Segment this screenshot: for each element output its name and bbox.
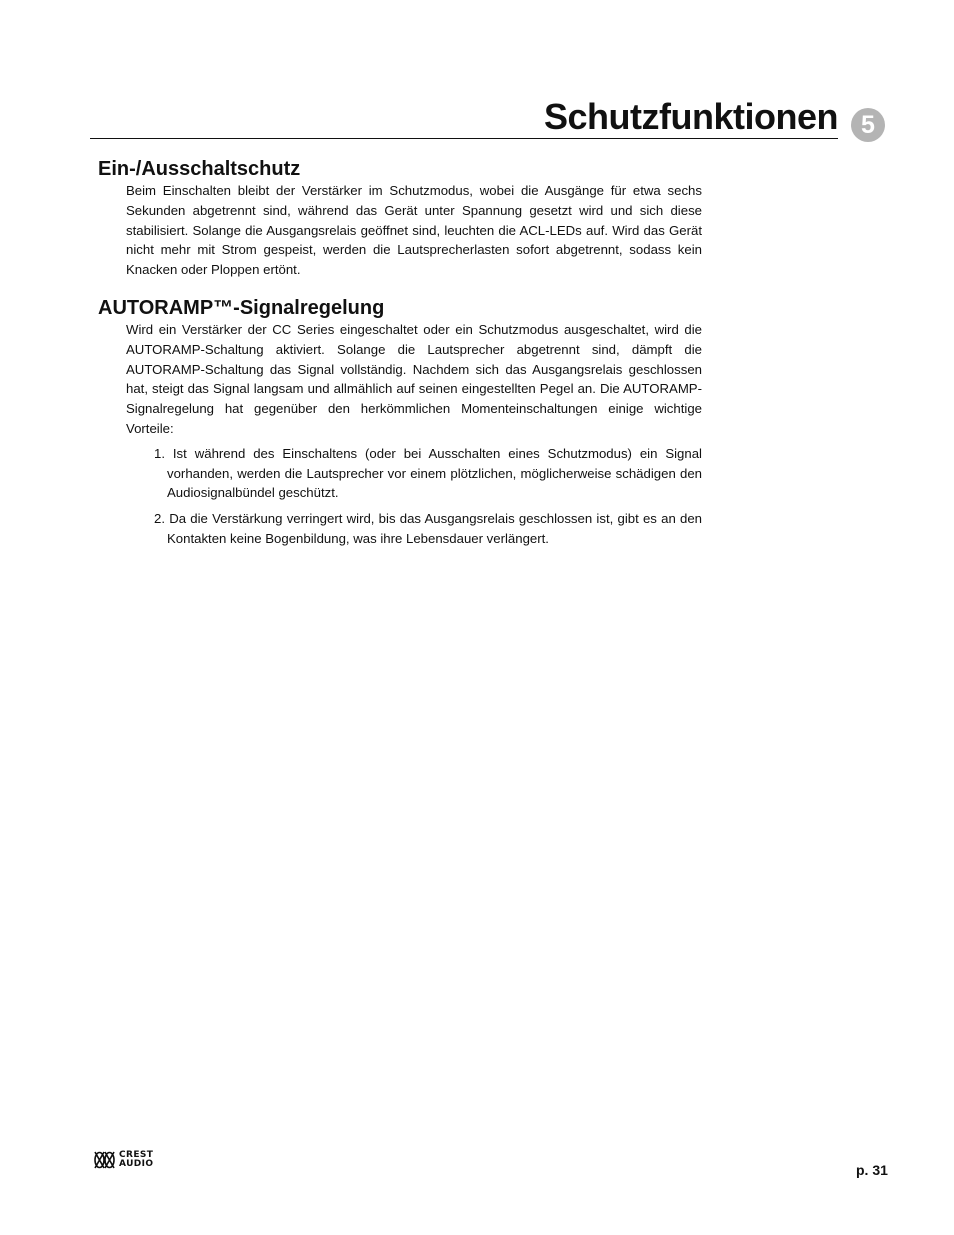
list-item: 1. Ist während des Einschaltens (oder bei Ausschalten eines Schutzmodus) ein Signal vorhanden, werden die Lautsprecher vor einem plötzlichen, möglicherweise schädigen den Audiosignalbündel geschützt. bbox=[154, 445, 702, 501]
section-heading: AUTORAMP™-Signalregelung bbox=[98, 297, 385, 319]
page-header bbox=[90, 96, 838, 139]
section-paragraph: Beim Einschalten bleibt der Verstärker im Schutzmodus, wobei die Ausgänge für etwa sechs Sekunden abgetrennt sind, während das Gerät unter Spannung gesetzt wird und sich diese stabilisiert. Solange die Ausgangsrelais geöffnet sind, leuchten die ACL-LEDs auf. Wird das Gerät nicht mehr mit Strom gespeist, werden die Lautsprecherlasten sofort abgetrennt, sodass kein Knacken oder Ploppen ertönt. bbox=[126, 183, 702, 278]
advantages-list bbox=[154, 444, 702, 549]
page-number: p. 31 bbox=[856, 1162, 888, 1178]
logo-wordmark bbox=[119, 1151, 153, 1169]
crest-double-x-icon bbox=[94, 1151, 116, 1169]
section-paragraph: Wird ein Verstärker der CC Series eingeschaltet oder ein Schutzmodus ausgeschaltet, wird die AUTORAMP-Schaltung aktiviert. Solange die Lautsprecher abgetrennt sind, dämpft die AUTORAMP-Schaltung das Signal vollständig. Nachdem sich das Ausgangsrelais geschlossen hat, steigt das Signal langsam und allmählich auf seinen eingestellten Pegel an. Die AUTORAMP-Signalregelung hat gegenüber den herkömmlichen Momenteinschaltungen einige wichtige Vorteile: bbox=[126, 322, 702, 436]
section-power-protection bbox=[98, 157, 702, 280]
page-title: Schutzfunktionen bbox=[544, 96, 838, 137]
logo-line-audio: AUDIO bbox=[119, 1159, 154, 1169]
crest-audio-logo bbox=[94, 1151, 153, 1169]
logo-line-crest: CREST bbox=[119, 1150, 154, 1160]
section-autoramp bbox=[98, 296, 702, 555]
section-heading: Ein-/Ausschaltschutz bbox=[98, 158, 301, 180]
list-item: 2. Da die Verstärkung verringert wird, bis das Ausgangsrelais geschlossen ist, gibt es an den Kontakten keine Bogenbildung, was ihre Lebensdauer verlängert. bbox=[154, 511, 702, 546]
chapter-number-badge: 5 bbox=[851, 108, 885, 142]
